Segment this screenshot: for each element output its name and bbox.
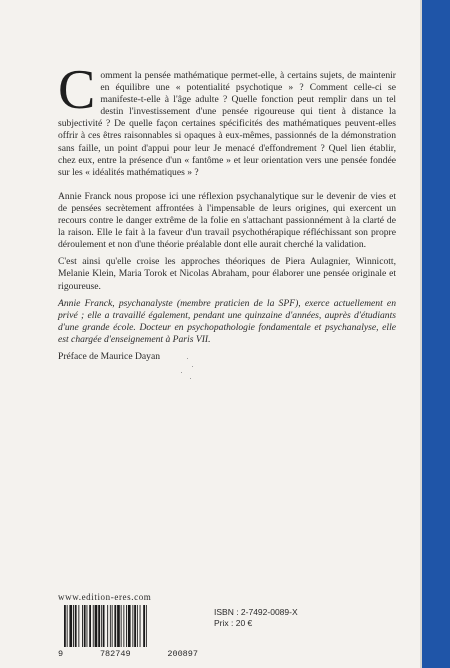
print-speck (190, 378, 191, 379)
barcode-bar (128, 605, 131, 647)
book-spine (422, 0, 450, 668)
barcode-bar (112, 605, 113, 647)
barcode-bar (121, 605, 122, 647)
barcode-bar (69, 605, 72, 647)
barcode-bar (143, 605, 145, 647)
barcode-bar (117, 605, 120, 647)
barcode-bar (107, 605, 108, 647)
approaches-paragraph: C'est ainsi qu'elle croise les approches théoriques de Piera Aulagnier, Winnicott, Melanie Klein, Maria Torok et Nicolas Abraham, pour élaborer une pensée originale et rigoureuse. (58, 256, 396, 292)
barcode-digit-group: 9 (58, 649, 64, 659)
print-speck (181, 372, 182, 373)
barcode-bar (140, 605, 141, 647)
isbn: ISBN : 2-7492-0089-X (214, 607, 298, 617)
barcode-bar (101, 605, 102, 647)
barcode-digit-group: 782749 (99, 649, 131, 659)
barcode-bar (64, 605, 66, 647)
barcode-bar (89, 605, 91, 647)
barcode-bar (114, 605, 116, 647)
barcode-bar (95, 605, 98, 647)
barcode-bars (58, 605, 198, 647)
publisher-website: www.edition-eres.com (58, 592, 152, 602)
barcode-bar (84, 605, 86, 647)
barcode-digits (58, 649, 198, 659)
barcode-bar (123, 605, 124, 647)
barcode-bar (132, 605, 133, 647)
barcode-bar (126, 605, 127, 647)
barcode-bar (146, 605, 147, 647)
print-speck (192, 366, 193, 367)
print-speck (187, 358, 188, 359)
barcode-bar (110, 605, 111, 647)
back-cover-text (58, 59, 396, 368)
barcode-bar (103, 605, 105, 647)
barcode-digit-group: 200897 (167, 649, 198, 659)
intro-text: omment la pensée mathématique permet-elle, à certains sujets, de maintenir en équilibre une « potentialité psychotique » ? Comment celle-ci se manifeste-t-elle à l'âge adulte ? Quelle fonction peut remplir dans un tel destin l'investissement d'une pensée rigoureuse qui tient à distance la subjectivité ? De quelle façon certaines spécificités des mathématiques peuvent-elles offrir à ces êtres raisonnables si opaques à eux-mêmes, passionnés de la démonstration sans faille, un point d'appui pour leur Je menacé d'effondrement ? Quel lien établir, chez eux, entre la présence d'un « fantôme » et leur orientation vers une pensée fondée sur les « idéalités mathématiques » ? (58, 70, 396, 178)
barcode-bar (78, 605, 79, 647)
barcode-bar (67, 605, 68, 647)
preface-credit: Préface de Maurice Dayan (58, 350, 161, 362)
author-bio: Annie Franck, psychanalyste (membre praticien de la SPF), exerce actuellement en privé ; elle a travaillé également, pendant une quinzaine d'années, auprès d'étudiants d'une grande école. Docteur en psychopathologie fondamentale et psychanalyse, elle est chargée d'enseignement à Paris VII. (58, 297, 396, 345)
barcode (58, 605, 198, 661)
barcode-bar (93, 605, 94, 647)
price: Prix : 20 € (214, 618, 253, 628)
isbn-block (214, 607, 298, 629)
drop-cap: C (58, 59, 96, 121)
barcode-bar (137, 605, 138, 647)
barcode-bar (75, 605, 77, 647)
barcode-bar (73, 605, 74, 647)
intro-paragraph (58, 59, 396, 179)
barcode-bar (98, 605, 100, 647)
barcode-bar (134, 605, 136, 647)
barcode-bar (82, 605, 83, 647)
description-paragraph: Annie Franck nous propose ici une réflexion psychanalytique sur le devenir de vies et de pensées secrètement affrontées à l'impensable de leurs origines, qui exercent un recours contre le danger extrême de la folie en s'attachant passionnément à la clarté de la raison. Elle le fait à la faveur d'un travail psychothérapique réfléchissant son propre déroulement et non d'une théorie préalable dont elle aurait cherché la validation. (58, 190, 396, 251)
barcode-bar (87, 605, 88, 647)
